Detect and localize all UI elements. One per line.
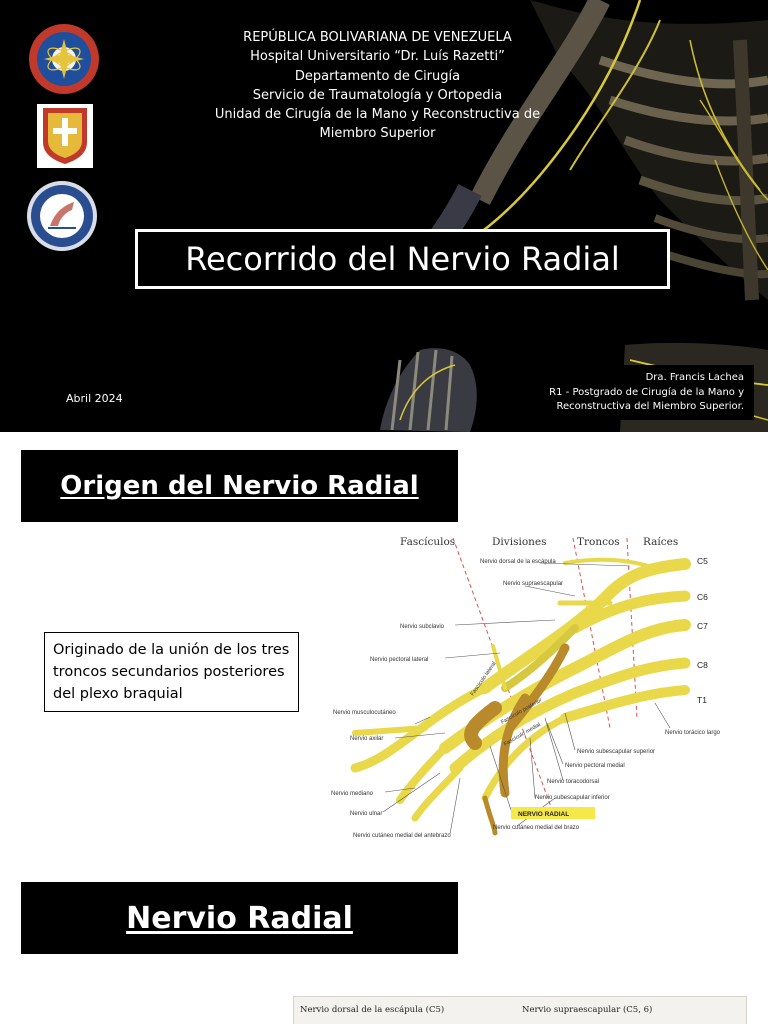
nerve-label: Nervio supraescapular — [503, 581, 564, 587]
image-label: Nervio supraescapular (C5, 6) — [522, 1005, 653, 1015]
header-line: Hospital Universitario “Dr. Luís Razetti” — [250, 49, 505, 65]
root-label: C6 — [697, 592, 708, 602]
institution-header — [190, 28, 565, 144]
header-line: Servicio de Traumatología y Ortopedia — [252, 87, 503, 103]
nerve-label: Nervio dorsal de la escápula — [480, 559, 556, 565]
root-labels — [697, 556, 708, 705]
title-frame — [135, 229, 670, 289]
radial-label: NERVIO RADIAL — [518, 811, 570, 818]
hand-illustration-center — [380, 348, 477, 432]
anatomy-image — [293, 996, 747, 1024]
header-fasciculos: Fascículos — [400, 536, 456, 548]
hospital-shield-icon — [37, 104, 93, 168]
cord-label: Fascículo posterior — [500, 697, 544, 726]
nerve-label: Nervio cutáneo medial del antebrazo — [353, 833, 451, 839]
nerve-label: Nervio subescapular superior — [577, 749, 656, 755]
nerve-label: Nervio musculocutáneo — [333, 710, 396, 716]
origin-slide — [0, 436, 768, 868]
root-label: C7 — [697, 621, 708, 631]
description-box: Originado de la unión de los tres troncos secundarios posteriores del plexo braquial — [44, 632, 299, 712]
university-logo — [28, 23, 100, 95]
nerve-label: Nervio axilar — [350, 736, 384, 742]
plexus-nerves — [355, 560, 685, 833]
header-line: Departamento de Cirugía — [294, 68, 461, 84]
header-line: Unidad de Cirugía de la Mano y Reconstructiva de — [214, 107, 541, 123]
slide-title: Nervio Radial — [126, 900, 353, 936]
root-label: T1 — [697, 695, 707, 705]
author-line: Reconstructiva del Miembro Superior. — [556, 401, 744, 412]
nerve-label: Nervio toracodorsal — [547, 779, 600, 785]
nerve-label: Nervio ulnar — [350, 811, 383, 817]
brachial-plexus-diagram — [325, 528, 765, 848]
cord-label: Fascículo lateral — [469, 660, 498, 698]
presentation-date: Abril 2024 — [66, 392, 123, 405]
nerve-label: Nervio mediano — [331, 791, 374, 797]
author-info — [530, 365, 754, 420]
unit-logo — [26, 180, 98, 252]
header-troncos: Troncos — [577, 536, 620, 548]
nerve-label: Nervio pectoral medial — [565, 763, 625, 769]
nerve-label: Nervio pectoral lateral — [370, 657, 429, 663]
image-label: Nervio dorsal de la escápula (C5) — [300, 1005, 445, 1015]
root-label: C8 — [697, 660, 708, 670]
slide-title: Origen del Nervio Radial — [60, 471, 419, 501]
header-line: REPÚBLICA BOLIVARIANA DE VENEZUELA — [243, 30, 512, 45]
nerve-label: Nervio subclavio — [400, 624, 445, 630]
cord-label: Fascículo medial — [503, 721, 542, 748]
header-divisiones: Divisiones — [492, 536, 547, 548]
nerve-label: Nervio subescapular inferior — [535, 795, 610, 801]
nerve-label: Nervio torácico largo — [665, 730, 721, 736]
title-slide — [0, 0, 768, 432]
hospital-logo — [37, 104, 93, 168]
slide-title-bar — [21, 450, 458, 522]
presentation-title: Recorrido del Nervio Radial — [185, 240, 620, 278]
author-line: Dra. Francis Lachea — [645, 372, 744, 383]
nerve-label: Nervio cutáneo medial del brazo — [493, 825, 580, 831]
slide-title-bar — [21, 882, 458, 954]
author-line: R1 - Postgrado de Cirugía de la Mano y — [549, 386, 744, 398]
header-raices: Raíces — [643, 536, 679, 548]
root-label: C5 — [697, 556, 708, 566]
radial-nerve-slide — [0, 870, 768, 1024]
header-line: Miembro Superior — [319, 126, 436, 142]
